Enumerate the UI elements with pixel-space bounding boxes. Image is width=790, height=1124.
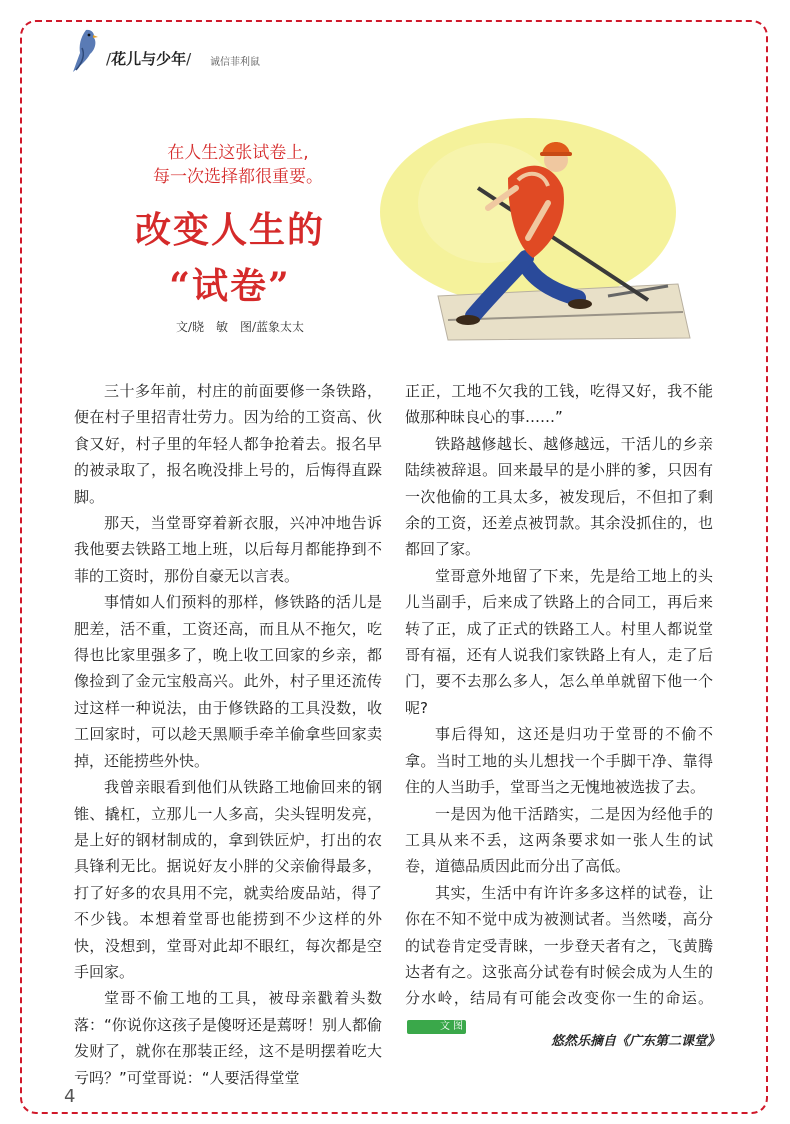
paragraph-text: 其实，生活中有许许多多这样的试卷，让你在不知不觉中成为被测试者。当然喽，高分的试卷肯定受青睐，一步登天者有之，飞黄腾达者有之。这张高分试卷有时候会成为人生的分水岭，结局有可能会改变你一生的命运。 <box>405 883 713 1008</box>
paragraph: 堂哥不偷工地的工具，被母亲戳着头数落：“你说你这孩子是傻呀还是蔫呀！别人都偷发财了，就你在那装正经，这不是明摆着吃大亏吗？”可堂哥说：“人要活得堂堂 <box>74 989 382 1087</box>
end-tag: 文 图 <box>407 1020 466 1034</box>
paragraph: 一是因为他干活踏实，二是因为经他手的工具从来不丢，这两条要求如一张人生的试卷，道德品质因此而分出了高低。 <box>405 804 713 876</box>
lead-text <box>138 141 338 189</box>
paragraph: 堂哥意外地留了下来，先是给工地上的头儿当副手，后来成了铁路上的合同工，再后来转了正，成了正式的铁路工人。村里人都说堂哥有福，还有人说我们家铁路上有人，走了后门，要不去那么多人，怎么单单就留下他一个呢? <box>405 566 713 717</box>
column-header <box>68 26 368 76</box>
byline: 文/晓 敏 图/蓝象太太 <box>175 320 305 334</box>
text-column-right <box>405 378 713 1038</box>
paragraph: 正正，工地不欠我的工钱，吃得又好，我不能做那种昧良心的事……” <box>405 382 713 427</box>
lead-line: 每一次选择都很重要。 <box>153 167 323 187</box>
paragraph: 三十多年前，村庄的前面要修一条铁路，便在村子里招青壮劳力。因为给的工资高、伙食又好，村子里的年轻人都争抢着去。报名早的被录取了，报名晚没排上号的，后悔得直跺脚。 <box>74 382 382 506</box>
paragraph: 事情如人们预料的那样，修铁路的活儿是肥差，活不重，工资还高，而且从不拖欠，吃得也比家里强多了，晚上收工回家的乡亲，都像捡到了金元宝般高兴。此外，村子里还流传过这样一种说法，由于修铁路的工具没数，收工回家时，可以趁天黑顺手牵羊偷拿些回家卖掉，还能捞些外快。 <box>74 593 382 770</box>
page-number: 4 <box>64 1086 76 1107</box>
paragraph: 那天，当堂哥穿着新衣服，兴冲冲地告诉我他要去铁路工地上班，以后每月都能挣到不菲的工资时，那份自豪无以言表。 <box>74 514 382 585</box>
paragraph: 我曾亲眼看到他们从铁路工地偷回来的钢锥、撬杠，立那儿一人多高，尖头锃明发亮，是上好的钢材制成的，拿到铁匠炉，打出的农具锋利无比。据说好友小胖的父亲偷得最多，打了好多的农具用不完，就卖给废品站，得了不少钱。本想着堂哥也能捞到不少这样的外快，没想到，堂哥对此却不眼红，每次都是空手回家。 <box>74 778 382 981</box>
bird-icon <box>68 26 102 74</box>
paragraph: 铁路越修越长、越修越远，干活儿的乡亲陆续被辞退。回来最早的是小胖的爹，只因有一次他偷的工具太多，被发现后，不但扣了剩余的工资，还差点被罚款。其余没抓住的，也都回了家。 <box>405 434 713 559</box>
paragraph-last <box>405 880 713 1038</box>
column-name: /花儿与少年/ <box>106 50 192 68</box>
paragraph: 事后得知，这还是归功于堂哥的不偷不拿。当时工地的头儿想找一个手脚干净、靠得住的人当助手，堂哥当之无愧地被选拔了去。 <box>405 725 713 797</box>
title-line: 改变人生的 <box>134 209 325 251</box>
worker-illustration <box>378 108 708 344</box>
lead-line: 在人生这张试卷上, <box>167 143 309 163</box>
column-subtitle: 诚信菲利鼠 <box>210 57 260 68</box>
text-column-left <box>74 378 382 1091</box>
article-title <box>100 202 360 314</box>
title-line: “试卷” <box>169 265 291 307</box>
source-credit: 悠然乐摘自《广东第二课堂》 <box>550 1034 720 1049</box>
